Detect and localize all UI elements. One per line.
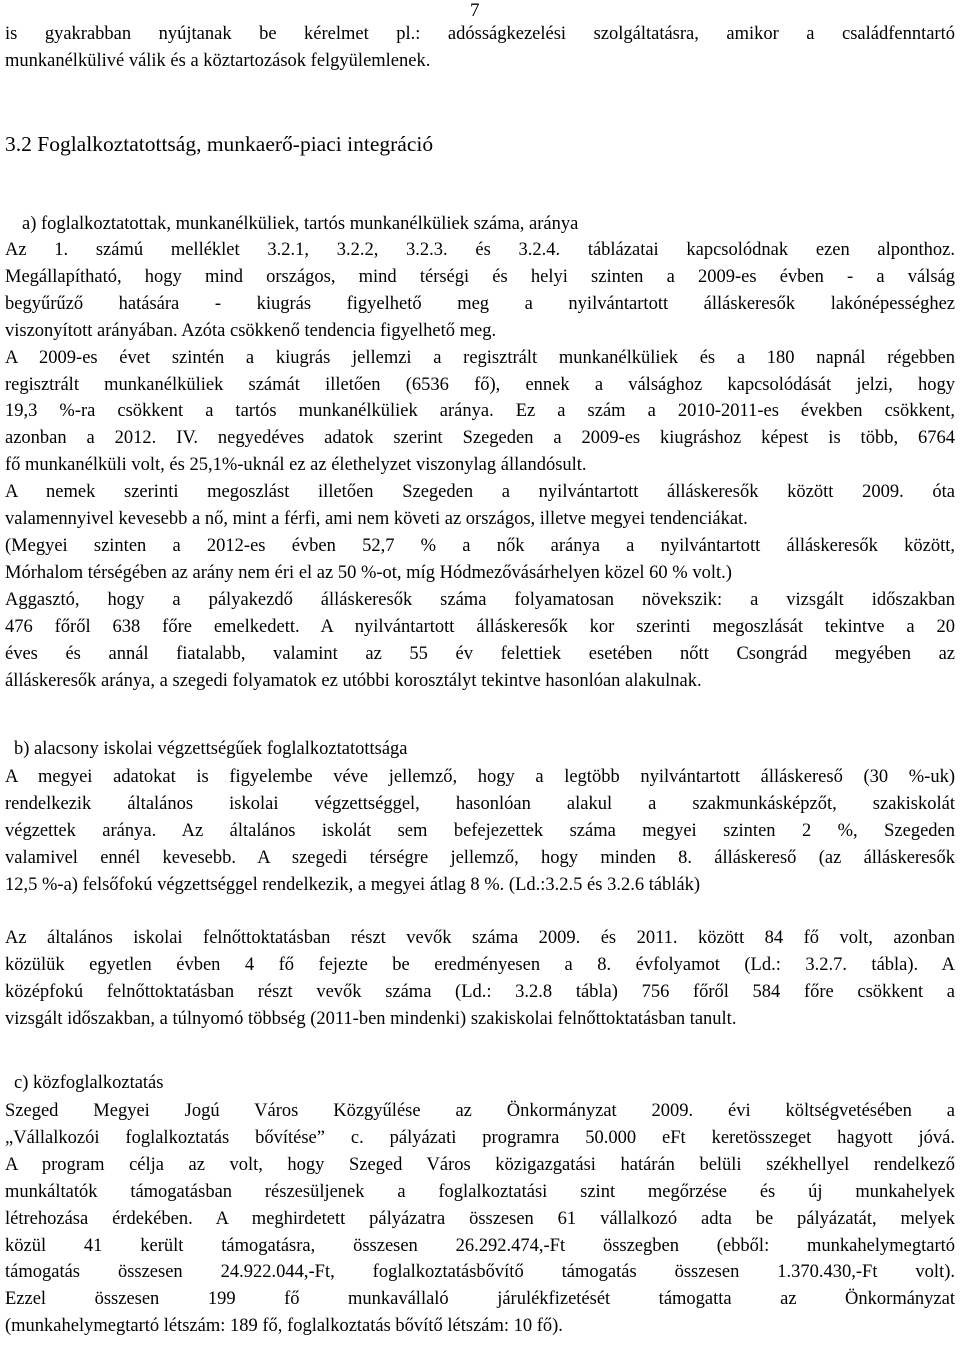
text-line: közülük egyetlen évben 4 fő fejezte be eredményesen a 8. évfolyamot (Ld.: 3.2.7. tábla). A	[5, 954, 955, 975]
text-line: Mórhalom térségében az arány nem éri el az 50 %-ot, míg Hódmezővásárhelyen közel 60 % volt.)	[5, 562, 732, 583]
text-line: valamivel ennél kevesebb. A szegedi térségre jellemző, hogy minden 8. álláskereső (az álláskeresők	[5, 847, 955, 868]
subsection-a-body	[5, 237, 955, 694]
text-line: valamennyivel kevesebb a nő, mint a férfi, ami nem követi az országos, illetve megyei tendenciákat.	[5, 509, 748, 530]
text-line: azonban a 2012. IV. negyedéves adatok szerint Szegeden a 2009-es kiugráshoz képest is több, 6764	[5, 428, 955, 449]
subsection-c-title: c) közfoglalkoztatás	[14, 1073, 164, 1093]
text-line: munkáltatók támogatásban részesüljenek a foglalkoztatási szint megőrzése és új munkahelyek	[5, 1181, 955, 1202]
text-line: éves és annál fiatalabb, valamint az 55 év felettiek esetében nőtt Csongrád megyében az	[5, 643, 955, 664]
text-line: is gyakrabban nyújtanak be kérelmet pl.: adósságkezelési szolgáltatásra, amikor a családfenntartó	[5, 24, 955, 44]
text-line: (Megyei szinten a 2012-es évben 52,7 % a nők aránya a nyilvántartott álláskeresők között,	[5, 535, 955, 556]
text-line: begyűrűző hatására - kiugrás figyelhető meg a nyilvántartott álláskeresők lakónépességhez	[5, 293, 955, 314]
subsection-b-body	[5, 764, 955, 899]
text-line: viszonyított arányában. Azóta csökkenő tendencia figyelhető meg.	[5, 320, 497, 341]
text-line: Az általános iskolai felnőttoktatásban részt vevők száma 2009. és 2011. között 84 fő volt, azonban	[5, 928, 955, 948]
text-line: (munkahelymegtartó létszám: 189 fő, foglalkoztatás bővítő létszám: 10 fő).	[5, 1316, 563, 1337]
text-line: végzettek aránya. Az általános iskolát sem befejezettek száma megyei szinten 2 %, Szegeden	[5, 820, 955, 841]
text-line: rendelkezik általános iskolai végzettséggel, hasonlóan alakul a szakmunkásképzőt, szakiskolát	[5, 793, 955, 814]
section-heading: 3.2 Foglalkoztatottság, munkaerő-piaci integráció	[5, 132, 434, 156]
text-line: közül 41 került támogatásra, összesen 26.292.474,-Ft összegben (ebből: munkahelymegtartó	[5, 1235, 955, 1256]
subsection-a-title: a) foglalkoztatottak, munkanélküliek, tartós munkanélküliek száma, aránya	[22, 214, 579, 234]
text-line: Az 1. számú melléklet 3.2.1, 3.2.2, 3.2.3. és 3.2.4. táblázatai kapcsolódnak ezen alponthoz.	[5, 240, 955, 260]
text-line: A megyei adatokat is figyelembe véve jellemző, hogy a legtöbb nyilvántartott álláskereső (30 %-uk)	[5, 767, 955, 787]
text-line: 476 főről 638 főre emelkedett. A nyilvántartott álláskeresők kor szerinti megoszlását tekintve a 20	[5, 616, 955, 637]
text-line: létrehozása érdekében. A meghirdetett pályázatra összesen 61 vállalkozó adta be pályázatát, melyek	[5, 1208, 955, 1229]
text-line: fő munkanélküli volt, és 25,1%-uknál ez az élethelyzet viszonylag állandósult.	[5, 455, 587, 476]
intro-paragraph	[5, 21, 955, 75]
text-line: középfokú felnőttoktatásban részt vevők száma (Ld.: 3.2.8 tábla) 756 főről 584 főre csökkent a	[5, 981, 955, 1002]
text-line: Aggasztó, hogy a pályakezdő álláskeresők száma folyamatosan növekszik: a vizsgált időszakban	[5, 589, 955, 610]
text-line: „Vállalkozói foglalkoztatás bővítése” c. pályázati programra 50.000 eFt keretösszeget hagyott jóvá.	[5, 1127, 955, 1148]
subsection-c-body	[5, 1098, 955, 1340]
text-line: Szeged Megyei Jogú Város Közgyűlése az Önkormányzat 2009. évi költségvetésében a	[5, 1101, 955, 1121]
text-line: 19,3 %-ra csökkent a tartós munkanélküliek aránya. Ez a szám a 2010-2011-es években csökkent,	[5, 401, 955, 422]
text-line: vizsgált időszakban, a túlnyomó többség (2011-ben mindenki) szakiskolai felnőttoktatásban tanult.	[5, 1008, 737, 1029]
text-line: Ezzel összesen 199 fő munkavállaló járulékfizetését támogatta az Önkormányzat	[5, 1289, 955, 1310]
text-line: A nemek szerinti megoszlást illetően Szegeden a nyilvántartott álláskeresők között 2009. óta	[5, 482, 955, 503]
text-line: regisztrált munkanélküliek számát illetően (6536 fő), ennek a válsághoz kapcsolódását jelzi, hogy	[5, 374, 955, 395]
text-line: álláskeresők aránya, a szegedi folyamatok ez utóbbi korosztályt tekintve hasonlóan alakulnak.	[5, 670, 702, 691]
subsection-b-title: b) alacsony iskolai végzettségűek foglalkoztatottsága	[14, 739, 408, 759]
subsection-b-body-2	[5, 925, 955, 1033]
text-line: 12,5 %-a) felsőfokú végzettséggel rendelkezik, a megyei átlag 8 %. (Ld.:3.2.5 és 3.2.6 táblák)	[5, 874, 701, 895]
page-number: 7	[470, 0, 480, 21]
text-line: munkanélkülivé válik és a köztartozások felgyülemlenek.	[5, 50, 431, 71]
text-line: A 2009-es évet szintén a kiugrás jellemzi a regisztrált munkanélküliek és a 180 napnál régebben	[5, 347, 955, 368]
text-line: támogatás összesen 24.922.044,-Ft, foglalkoztatásbővítő támogatás összesen 1.370.430,-Ft volt).	[5, 1262, 955, 1283]
text-line: Megállapítható, hogy mind országos, mind térségi és helyi szinten a 2009-es évben - a válság	[5, 266, 955, 287]
text-line: A program célja az volt, hogy Szeged Város közigazgatási határán belüli székhellyel rendelkező	[5, 1154, 955, 1175]
